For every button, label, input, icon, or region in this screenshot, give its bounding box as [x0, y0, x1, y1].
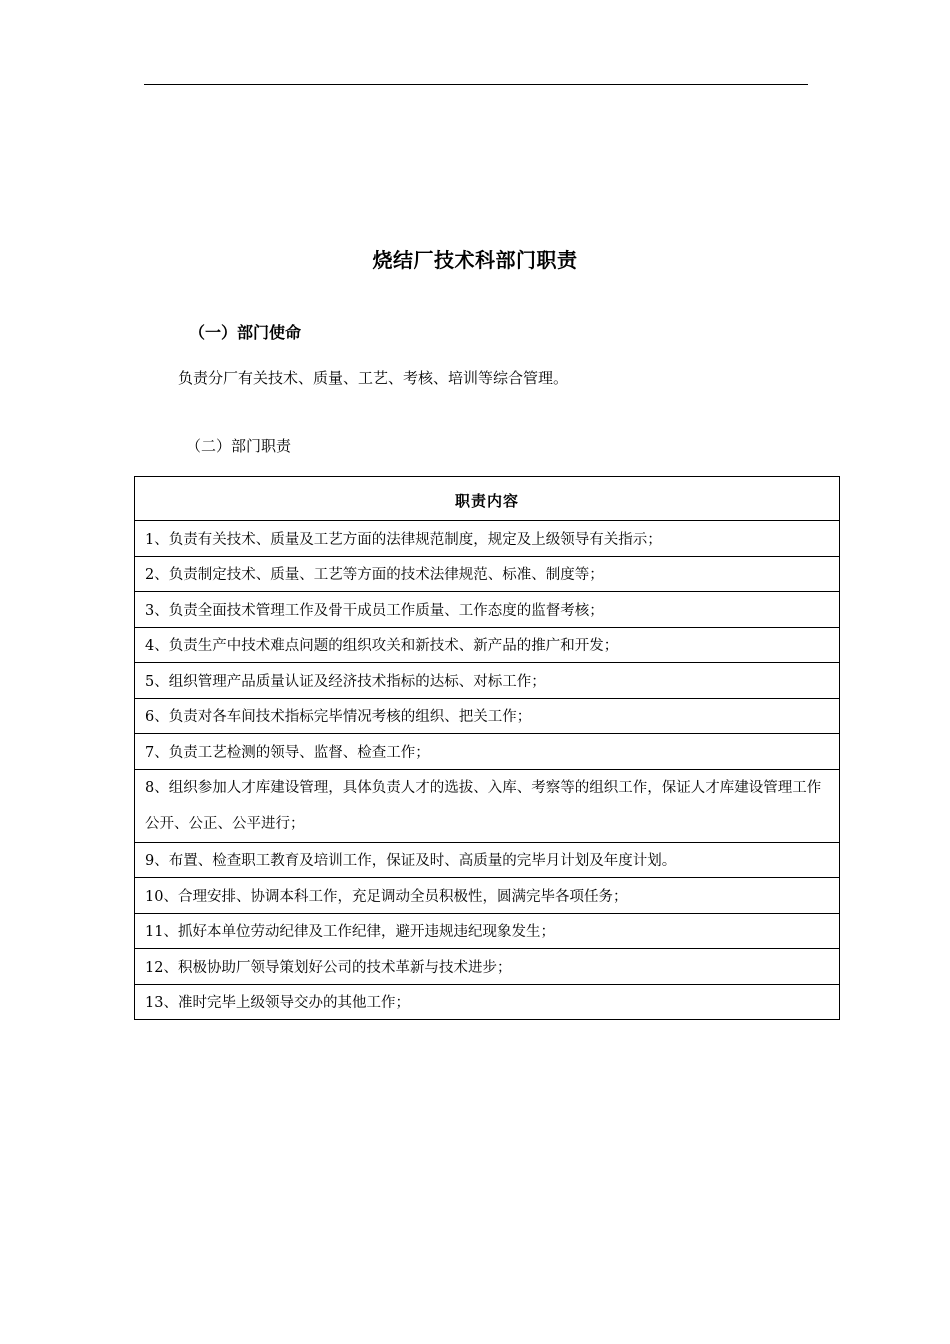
table-row: 13、准时完毕上级领导交办的其他工作；: [145, 994, 410, 1011]
header-rule: [144, 84, 808, 85]
table-row: 12、积极协助厂领导策划好公司的技术革新与技术进步；: [135, 949, 839, 985]
section-heading-mission: （一）部门使命: [189, 323, 302, 342]
table-row: 9、布置、检查职工教育及培训工作，保证及时、高质量的完毕月计划及年度计划。: [135, 843, 839, 879]
table-row: 5、组织管理产品质量认证及经济技术指标的达标、对标工作；: [135, 663, 839, 699]
duties-table: [134, 476, 840, 1020]
table-row: 1、负责有关技术、质量及工艺方面的法律规范制度，规定及上级领导有关指示；: [135, 521, 839, 557]
table-row: 3、负责全面技术管理工作及骨干成员工作质量、工作态度的监督考核；: [135, 592, 839, 628]
document-title: 烧结厂技术科部门职责: [372, 248, 578, 272]
table-row: 7、负责工艺检测的领导、监督、检查工作；: [135, 734, 839, 770]
table-row: 4、负责生产中技术难点问题的组织攻关和新技术、新产品的推广和开发；: [135, 628, 839, 664]
table-header: 职责内容: [135, 477, 839, 521]
table-row: 11、抓好本单位劳动纪律及工作纪律，避开违规违纪现象发生；: [135, 914, 839, 950]
section-heading-duties: （二）部门职责: [186, 437, 292, 455]
table-row: 8、组织参加人才库建设管理，具体负责人才的选拔、入库、考察等的组织工作，保证人才库建设管理工作公开、公正、公平进行；: [135, 770, 839, 843]
table-row: 2、负责制定技术、质量、工艺等方面的技术法律规范、标准、制度等；: [135, 557, 839, 593]
table-row: 6、负责对各车间技术指标完毕情况考核的组织、把关工作；: [135, 699, 839, 735]
mission-text: 负责分厂有关技术、质量、工艺、考核、培训等综合管理。: [178, 369, 569, 387]
table-row: 10、合理安排、协调本科工作，充足调动全员积极性，圆满完毕各项任务；: [135, 878, 839, 914]
